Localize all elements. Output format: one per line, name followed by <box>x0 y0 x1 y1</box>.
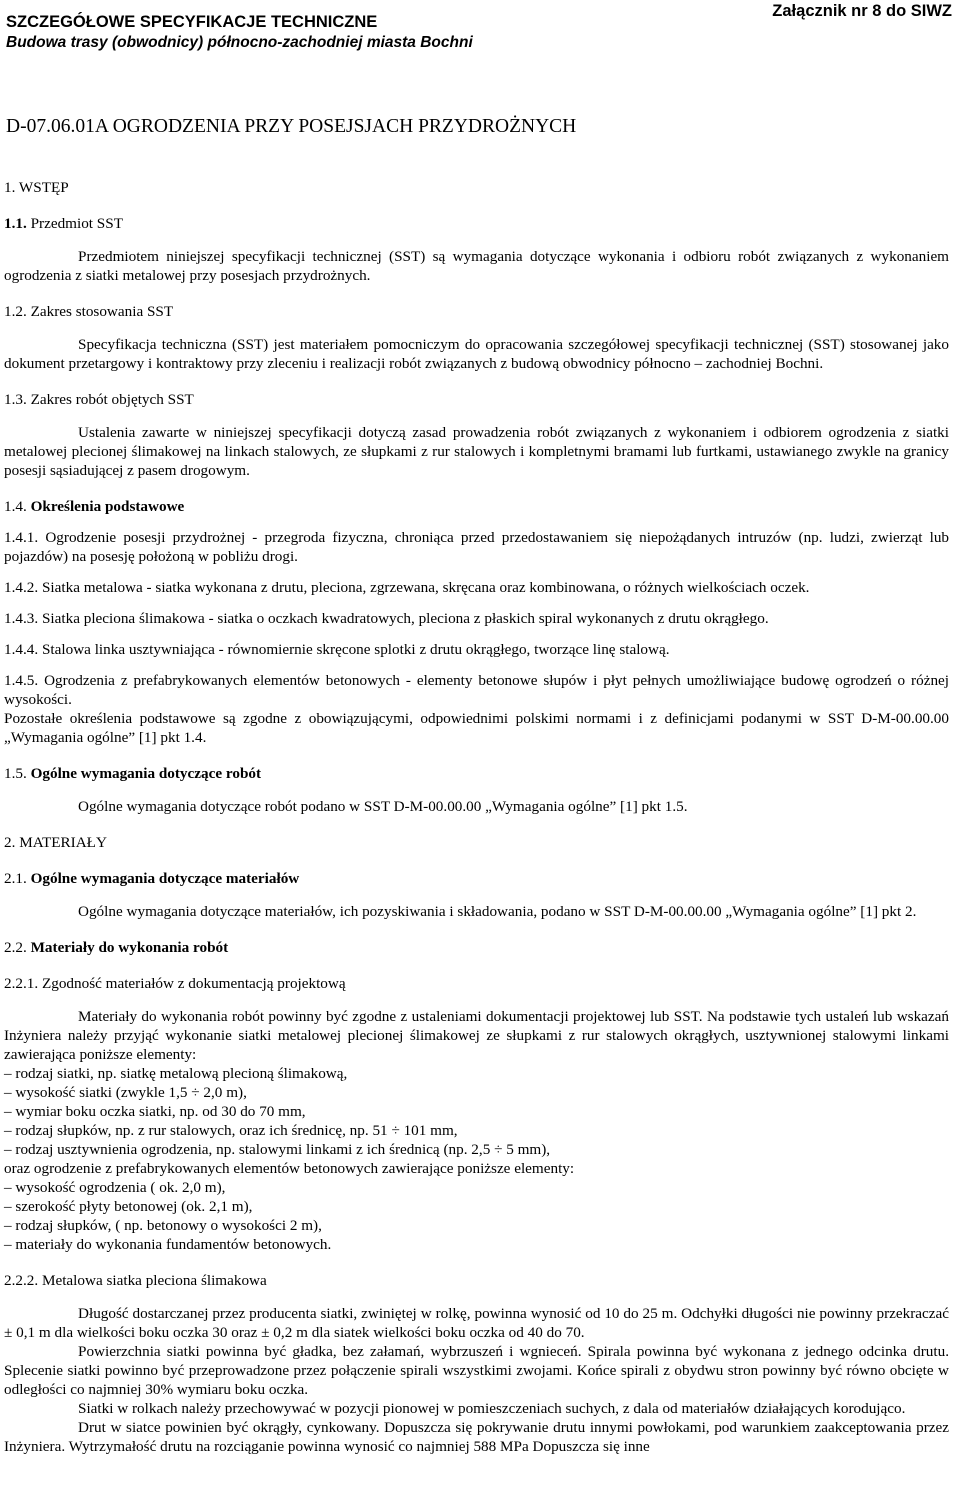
heading-number: 1.4. <box>4 498 27 515</box>
heading-number: 2.2.2. <box>4 1272 39 1289</box>
section-heading-1-2 <box>4 302 949 321</box>
heading-number: 2.1. <box>4 870 27 887</box>
section-1-4-closing: Pozostałe określenia podstawowe są zgodne z obowiązującymi, odpowiednimi polskimi normami i z definicjami podanymi w SST D-M-00.00.00 „Wymagania ogólne” [1] pkt 1.4. <box>4 710 949 746</box>
section-2-2-1-text: Materiały do wykonania robót powinny być zgodne z ustaleniami dokumentacji projektowej lub SST. Na podstawie tych ustaleń lub wskazań Inżyniera należy przyjąć wykonanie siatki metalowej plecionej ślimakowej ze słupkami z rur stalowych okrągłych, usztywnionej stalowymi linkami zawierająca poniższe elementy: <box>4 1008 949 1063</box>
heading-title: Materiały do wykonania robót <box>30 939 229 956</box>
list-item: – rodzaj słupków, ( np. betonowy o wysokości 2 m), <box>4 1217 322 1234</box>
definition-1-4-5 <box>4 671 949 709</box>
section-heading-2: 2. MATERIAŁY <box>4 834 107 851</box>
section-heading-1-5 <box>4 764 949 783</box>
section-heading-1-4 <box>4 497 949 516</box>
header-subtitle: Budowa trasy (obwodnicy) północno-zachodniej miasta Bochni <box>6 34 473 51</box>
definition-text: Ogrodzenie posesji przydrożnej - przegroda fizyczna, chroniąca przed przedostawaniem się niepożądanych intruzów (np. ludzi, zwierząt lub pojazdów) na posesję położoną w pobliżu drogi. <box>4 529 950 565</box>
heading-number: 1.2. <box>4 303 27 320</box>
heading-title: Ogólne wymagania dotyczące robót <box>30 765 262 782</box>
section-heading-2-2 <box>4 938 949 957</box>
section-1-1-text: Przedmiotem niniejszej specyfikacji technicznej (SST) są wymagania dotyczące wykonania i odbioru robót związanych z wykonaniem ogrodzenia z siatki metalowej przy posesjach przydrożnych. <box>4 248 949 284</box>
heading-number: 2.2.1. <box>4 975 39 992</box>
section-heading-2-2-2 <box>4 1271 949 1290</box>
section-2-2-1-mid: oraz ogrodzenie z prefabrykowanych elementów betonowych zawierające poniższe elementy: <box>4 1160 575 1177</box>
header-title: SZCZEGÓŁOWE SPECYFIKACJE TECHNICZNE <box>6 13 378 31</box>
heading-title: Zakres stosowania SST <box>30 303 174 320</box>
section-2-2-2-para-3: Siatki w rolkach należy przechowywać w pozycji pionowej w pomieszczeniach suchych, z dala od materiałów działających korodująco. <box>78 1400 906 1417</box>
document-title: D-07.06.01A OGRODZENIA PRZY POSEJSJACH PRZYDROŻNYCH <box>6 116 577 137</box>
definition-1-4-4 <box>4 640 949 659</box>
section-1-2-text: Specyfikacja techniczna (SST) jest materiałem pomocniczym do opracowania szczegółowej specyfikacji technicznej (SST) stosowanej jako dokument przetargowy i kontraktowy przy zleceniu i realizacji robót związanych z budową obwodnicy północno – zachodniej Bochni. <box>4 336 949 372</box>
section-heading-1: 1. WSTĘP <box>4 179 69 196</box>
list-item: – materiały do wykonania fundamentów betonowych. <box>4 1236 332 1253</box>
heading-title: Zakres robót objętych SST <box>30 391 194 408</box>
definition-number: 1.4.3. <box>4 610 39 627</box>
heading-title: Metalowa siatka pleciona ślimakowa <box>41 1272 267 1289</box>
definition-text: Siatka metalowa - siatka wykonana z drutu, pleciona, zgrzewana, skręcana oraz kombinowana, o różnych wielkościach oczek. <box>41 579 810 596</box>
list-item: – wysokość siatki (zwykle 1,5 ÷ 2,0 m), <box>4 1084 247 1101</box>
definition-1-4-1 <box>4 528 949 566</box>
list-item: – rodzaj słupków, np. z rur stalowych, oraz ich średnicę, np. 51 ÷ 101 mm, <box>4 1122 458 1139</box>
section-heading-1-3 <box>4 390 949 409</box>
list-item: – szerokość płyty betonowej (ok. 2,1 m), <box>4 1198 253 1215</box>
list-item: – rodzaj usztywnienia ogrodzenia, np. stalowymi linkami z ich średnicą (np. 2,5 ÷ 5 mm), <box>4 1141 551 1158</box>
definition-text: Siatka pleciona ślimakowa - siatka o oczkach kwadratowych, pleciona z płaskich spiral wykonanych z drutu okrągłego. <box>41 610 769 627</box>
heading-title: Ogólne wymagania dotyczące materiałów <box>30 870 300 887</box>
definition-1-4-2 <box>4 578 949 597</box>
heading-number: 2.2. <box>4 939 27 956</box>
definition-number: 1.4.4. <box>4 641 39 658</box>
section-heading-2-2-1 <box>4 974 949 993</box>
heading-title: Zgodność materiałów z dokumentacją projektową <box>41 975 346 992</box>
section-2-1-text: Ogólne wymagania dotyczące materiałów, ich pozyskiwania i składowania, podano w SST D-M-00.00.00 „Wymagania ogólne” [1] pkt 2. <box>78 903 917 920</box>
document-header <box>6 11 473 52</box>
section-2-2-2-para-1: Długość dostarczanej przez producenta siatki, zwiniętej w rolkę, powinna wynosić od 10 do 25 m. Odchyłki długości nie powinny przekraczać ± 0,1 m dla wielkości boku oczka 30 oraz ± 0,2 m dla siatek wielkości boku oczka od 40 do 70. <box>4 1305 949 1341</box>
definition-number: 1.4.5. <box>4 672 39 689</box>
list-item: – wymiar boku oczka siatki, np. od 30 do 70 mm, <box>4 1103 306 1120</box>
definition-text: Ogrodzenia z prefabrykowanych elementów betonowych - elementy betonowe słupów i płyt pełnych umożliwiające budowę ogrodzeń o różnej wysokości. <box>4 672 949 708</box>
heading-title: Przedmiot SST <box>30 215 123 232</box>
definition-1-4-3 <box>4 609 949 628</box>
heading-number: 1.5. <box>4 765 27 782</box>
section-2-2-2-para-2: Powierzchnia siatki powinna być gładka, bez załamań, wybrzuszeń i wgnieceń. Spirala powinna być wykonana z jednego odcinka drutu. Splecenie siatki powinno być przeprowadzone przez połączenie spirali wszystkimi zwojami. Końce spirali z obydwu stron powinny być równo obcięte w odległości co najmniej 30% wymiaru boku oczka. <box>4 1343 949 1398</box>
list-item: – wysokość ogrodzenia ( ok. 2,0 m), <box>4 1179 226 1196</box>
list-item: – rodzaj siatki, np. siatkę metalową plecioną ślimakową, <box>4 1065 348 1082</box>
section-1-3-text: Ustalenia zawarte w niniejszej specyfikacji dotyczą zasad prowadzenia robót związanych z wykonaniem i odbiorem ogrodzenia z siatki metalowej plecionej ślimakowej na linkach stalowych, ze słupkami z rur stalowych i kompletnymi bramami lub furtkami, ustawianego zwykle na granicy posesji sąsiadującej z pasem drogowym. <box>4 424 949 479</box>
section-heading-2-1 <box>4 869 949 888</box>
heading-title: Określenia podstawowe <box>30 498 185 515</box>
document-body <box>4 178 949 1456</box>
section-heading-1-1 <box>4 214 949 233</box>
section-1-5-text: Ogólne wymagania dotyczące robót podano w SST D-M-00.00.00 „Wymagania ogólne” [1] pkt 1.5. <box>78 798 688 815</box>
header-annex: Załącznik nr 8 do SIWZ <box>772 2 952 20</box>
section-2-2-2-para-4: Drut w siatce powinien być okrągły, cynkowany. Dopuszcza się pokrywanie drutu innymi powłokami, pod warunkiem zaakceptowania przez Inżyniera. Wytrzymałość drutu na rozciąganie powinna wynosić co najmniej 588 MPa Dopuszcza się inne <box>4 1419 949 1455</box>
definition-number: 1.4.2. <box>4 579 39 596</box>
definition-text: Stalowa linka usztywniająca - równomiernie skręcone splotki z drutu okrągłego, tworzące linę stalową. <box>41 641 670 658</box>
heading-number: 1.3. <box>4 391 27 408</box>
heading-number: 1.1. <box>4 215 27 232</box>
definition-number: 1.4.1. <box>4 529 39 546</box>
